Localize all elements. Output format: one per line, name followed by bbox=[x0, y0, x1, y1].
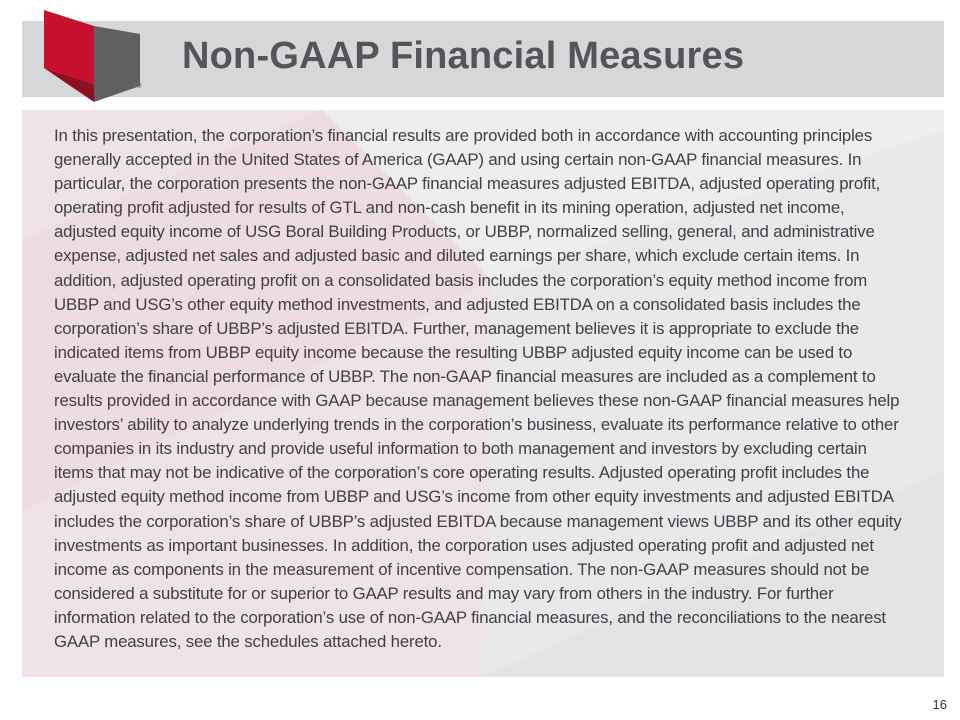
body-line: investments as important businesses. In addition, the corporation uses adjusted operating profit and adjusted net bbox=[54, 535, 874, 555]
body-line: adjusted equity method income from UBBP and USG’s income from other equity investments and adjusted EBITDA bbox=[54, 487, 894, 507]
body-line: adjusted equity income of USG Boral Building Products, or UBBP, normalized selling, general, and administrative bbox=[54, 222, 875, 242]
body-line: corporation’s share of UBBP’s adjusted EBITDA. Further, management believes it is appropriate to exclude the bbox=[54, 318, 859, 338]
page-number: 16 bbox=[932, 697, 947, 712]
body-line: investors’ ability to analyze underlying trends in the corporation’s business, evaluate its performance relative to other bbox=[54, 415, 899, 435]
body-line: income as components in the measurement of incentive compensation. The non-GAAP measures should not be bbox=[54, 559, 870, 579]
body-line: generally accepted in the United States of America (GAAP) and using certain non-GAAP financial measures. In bbox=[54, 150, 862, 170]
body-line: evaluate the financial performance of UBBP. The non-GAAP financial measures are included as a complement to bbox=[54, 366, 876, 386]
content-panel bbox=[22, 110, 944, 677]
body-line: results provided in accordance with GAAP because management believes these non-GAAP financial measures help bbox=[54, 391, 900, 411]
usg-logo bbox=[42, 10, 146, 104]
page-title: Non-GAAP Financial Measures bbox=[182, 35, 745, 77]
body-line: items that may not be indicative of the corporation’s core operating results. Adjusted operating profit includes the bbox=[54, 463, 870, 483]
body-text bbox=[54, 124, 934, 654]
body-line: companies in its industry and provide useful information to both management and investors by excluding certain bbox=[54, 439, 867, 459]
body-line: GAAP measures, see the schedules attached hereto. bbox=[54, 631, 442, 651]
body-line: indicated items from UBBP equity income because the resulting UBBP adjusted equity income can be used to bbox=[54, 342, 853, 362]
body-line: particular, the corporation presents the non-GAAP financial measures adjusted EBITDA, adjusted operating profit, bbox=[54, 174, 881, 194]
body-line: In this presentation, the corporation’s financial results are provided both in accordance with accounting principles bbox=[54, 126, 873, 145]
body-line: addition, adjusted operating profit on a consolidated basis includes the corporation’s equity method income from bbox=[54, 270, 868, 290]
logo-mark-icon bbox=[42, 10, 146, 104]
body-line: considered a substitute for or superior to GAAP results and may vary from others in the industry. For further bbox=[54, 583, 834, 603]
body-line: includes the corporation’s share of UBBP’s adjusted EBITDA because management views UBBP and its other equity bbox=[54, 511, 902, 531]
body-line: UBBP and USG’s other equity method investments, and adjusted EBITDA on a consolidated basis includes the bbox=[54, 294, 861, 314]
body-line: expense, adjusted net sales and adjusted basic and diluted earnings per share, which exclude certain items. In bbox=[54, 246, 860, 266]
body-line: operating profit adjusted for results of GTL and non-cash benefit in its mining operation, adjusted net income, bbox=[54, 198, 845, 218]
trademark-label: TM bbox=[133, 84, 142, 90]
body-line: information related to the corporation’s use of non-GAAP financial measures, and the reconciliations to the nearest bbox=[54, 607, 886, 627]
